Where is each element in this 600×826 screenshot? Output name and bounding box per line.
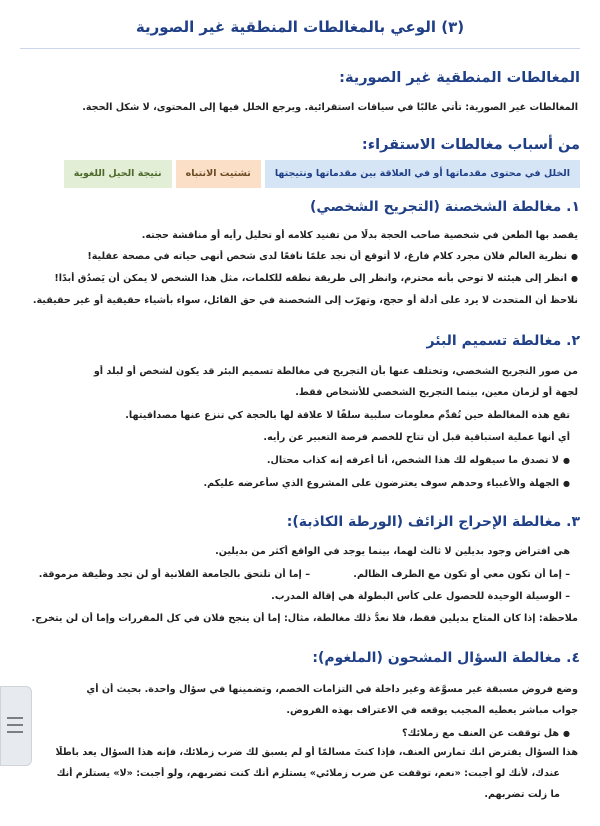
title-divider [20, 48, 580, 49]
menu-icon [7, 717, 23, 719]
example-bullet: ● نظرية العالم فلان مجرد كلام فارغ، لا أتوقع أن نجد علمًا نافعًا لدى شخص أنهى حياته في مصحة عقلية! [22, 250, 578, 264]
example-bullet: ● لا تصدق ما سيقوله لك هذا الشخص، أنا أعرفه إنه كذاب محتال. [14, 454, 570, 468]
paragraph-line: تقع هذه المغالطة حين تُقدِّم معلومات سلبية سلفًا لا علاقة لها بالحجة كي تنزع عنها مصداقيتها. [125, 410, 570, 421]
definition-text: المغالطات غير الصورية: تأتي غالبًا في سياقات استقرائية. ويرجع الخلل فيها إلى المحتوى، لا شكل الحجة. [82, 102, 578, 113]
note-line: نلاحظ أن المتحدث لا يرد على أدلة أو حجج، وتهرّب إلى الشخصنة في حق القائل، سواء بأشياء حقيقية أو غير حقيقية. [32, 295, 578, 306]
paragraph-line: من صور التجريح الشخصي، وتختلف عنها بأن التجريح في مغالطة تسميم البئر قد يكون لشخص أو لبلد أو [93, 366, 578, 377]
example-bullet: ● هل توقفت عن العنف مع زملائك؟ [14, 727, 570, 741]
paragraph-line: لجهة أو لزمان معين، بينما التجريح الشخصي للأشخاص فقط. [295, 387, 578, 398]
paragraph-line: ما زلت تضربهم. [484, 789, 560, 800]
note-line: ملاحظة: إذا كان المتاح بديلين فقط، فلا نعدُّ ذلك مغالطة، مثال: إما أن ينجح فلان في كل المقررات وإما أن لن يتخرج. [31, 613, 578, 624]
paragraph-line: أي أنها عملية استباقية قبل أن تتاح للخصم فرصة التعبير عن رأيه. [263, 432, 570, 443]
cause-tag-content: الخلل في محتوى مقدماتها أو في العلاقة بين مقدماتها ونتيجتها [265, 160, 580, 188]
dash-example: – إما أن تكون معي أو تكون مع الطرف الظالم. [353, 569, 570, 580]
example-bullet: ● الجهلة والأغبياء وحدهم سوف يعترضون على المشروع الذي سأعرضه عليكم. [14, 477, 570, 491]
dash-example: – الوسيلة الوحيدة للحصول على كأس البطولة هي إقالة المدرب. [271, 591, 570, 602]
heading-ad-hominem: ١. مغالطة الشخصنة (التجريح الشخصي) [309, 199, 580, 215]
heading-false-dilemma: ٣. مغالطة الإحراج الزائف (الورطة الكاذبة): [286, 514, 580, 530]
menu-icon-bar [7, 724, 23, 726]
heading-loaded-question: ٤. مغالطة السؤال المشحون (الملغوم): [312, 650, 580, 666]
paragraph-line: هي افتراض وجود بديلين لا ثالث لهما، بينما يوجد في الواقع أكثر من بديلين. [215, 546, 570, 557]
causes-tags [50, 160, 580, 188]
paragraph-line: وضع فروض مسبقة غير مسوَّغة وغير داخلة في التزامات الخصم، وتضمينها في سؤال واحدة. بحيث أن أي [86, 684, 578, 695]
paragraph-line: جواب مباشر يعطيه المجيب يوقعه في الاعتراف بهذه الفروض. [286, 705, 578, 716]
cause-tag-distraction: تشتيت الانتباه [176, 160, 261, 188]
section-heading-causes: من أسباب مغالطات الاستقراء: [361, 137, 580, 153]
cause-tag-linguistic: نتيجة الحيل اللغوية [64, 160, 172, 188]
dash-example: – إما أن تلتحق بالجامعة الفلانية أو لن تجد وظيفة مرموقة. [38, 569, 310, 580]
example-bullet: ● انظر إلى هيئته لا توحي بأنه محترم، وانظر إلى طريقة نطقه للكلمات، مثل هذا الشخص لا يمكن أن يَصدُق أبدًا! [22, 272, 578, 286]
section-heading-informal-fallacies: المغالطات المنطقية غير الصورية: [339, 70, 580, 86]
side-panel-toggle[interactable] [0, 686, 32, 766]
page-title: (٣) الوعي بالمغالطات المنطقية غير الصورية [135, 18, 465, 36]
paragraph-line: يقصد بها الطعن في شخصية صاحب الحجة بدلًا من تفنيد كلامه أو تحليل رأيه أو مناقشة حجته. [141, 230, 578, 241]
menu-icon-bar [7, 731, 23, 733]
paragraph-line: عندك، لأنك لو أجبت: «نعم، توقفت عن ضرب زملائي» يستلزم أنك كنت تضربهم، ولو أجبت: «لا» يستلزم أنك [56, 768, 560, 779]
heading-poisoning-the-well: ٢. مغالطة تسميم البئر [426, 333, 580, 349]
paragraph-line: هذا السؤال يفترض انك تمارس العنف، فإذا كنتَ مسالمًا أو لم يسبق لك ضرب زملائك، فإنه هذا السؤال يعد باطلًا [55, 747, 578, 758]
